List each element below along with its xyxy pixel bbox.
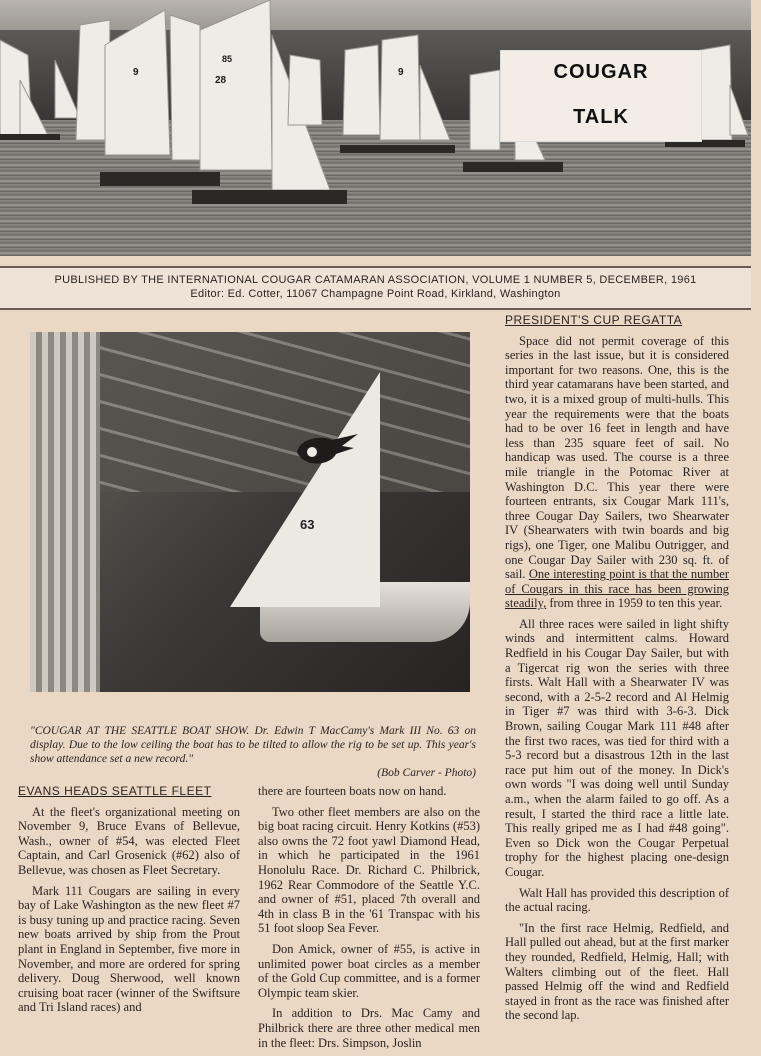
underlined-text: One interesting point is that the number of Cougars in this race has been growing steadily, [505, 567, 730, 611]
masthead-box [500, 50, 702, 142]
publication-line: PUBLISHED BY THE INTERNATIONAL COUGAR CATAMARAN ASSOCIATION, VOLUME 1 NUMBER 5, DECEMBER, 1961 [54, 274, 697, 286]
header-photo [0, 0, 751, 256]
photo-credit: (Bob Carver - Photo) [377, 767, 476, 779]
article-paragraph: In addition to Drs. Mac Camy and Philbrick there are three other medical men in the fleet: Drs. Simpson, Joslin [258, 1006, 480, 1050]
photo-caption [30, 724, 476, 780]
paragraph-text: Space did not permit coverage of this series in the last issue, but it is considered important for two reasons. One, this is the third year catamarans have been started, and two, it is a mixed group of multi-hulls. This year the requirements were that the boats had to be over 16 feet in length and have less than 235 square feet of sail. No handicap was used. The course is a three mile triangle in the Potomac River at Washington D.C. This year there were fourteen entrants, six Cougar Mark 111's, three Cougar Day Sailers, two Shearwater IV (Shearwaters with twin boards and big rigs), one Tiger, one Malibu Outrigger, and one Cougar Day Sailer with 230 sq. ft. of sail. [505, 333, 729, 582]
svg-text:9: 9 [133, 67, 139, 78]
article-paragraph: there are fourteen boats now on hand. [258, 784, 447, 798]
wall-panel [30, 332, 100, 692]
masthead-line1: COUGAR [553, 61, 649, 83]
article-paragraph: At the fleet's organizational meeting on November 9, Bruce Evans of Bellevue, Wash., owner of #54, was elected Fleet Captain, and Carl Grosenick (#62) also of Bellevue, was chosen as Fleet Secretary. [18, 804, 240, 877]
article-heading: PRESIDENT'S CUP REGATTA [505, 313, 683, 327]
presidents-cup-article [505, 313, 729, 1029]
editor-line: Editor: Ed. Cotter, 11067 Champagne Point Road, Kirkland, Washington [190, 288, 561, 300]
publication-banner [0, 266, 751, 310]
article-paragraph [505, 334, 729, 611]
sail-number: 63 [300, 517, 315, 532]
article-paragraph: "In the first race Helmig, Redfield, and Hall pulled out ahead, but at the first marker they rounded, Redfield, Helmig, Hall; with Walters climbing out of the fleet. Hall passed Helmig off the wind and Redfield stayed in front as the race was finished after the second lap. [505, 920, 729, 1023]
article-paragraph: Walt Hall has provided this description of the actual racing. [505, 885, 729, 915]
svg-text:85: 85 [222, 54, 233, 64]
caption-text: "COUGAR AT THE SEATTLE BOAT SHOW. Dr. Edwin T MacCamy's Mark III No. 63 on display. Due to the low ceiling the boat has to be tilted to allow the rig to be set up. This year's show attendance set a new record." [30, 725, 476, 765]
masthead-line2: TALK [573, 106, 629, 128]
cougar-emblem-icon [292, 430, 362, 470]
evans-article-continued [258, 784, 480, 1056]
boat-show-photo [30, 332, 470, 692]
svg-text:9: 9 [398, 67, 404, 78]
paragraph-text: from three in 1959 to ten this year. [549, 596, 723, 611]
svg-text:28: 28 [215, 75, 227, 86]
article-paragraph: Don Amick, owner of #55, is active in unlimited power boat circles as a member of the Gold Cup committee, and is a former Olympic team skier. [258, 941, 480, 1000]
sail [230, 372, 380, 607]
article-heading: EVANS HEADS SEATTLE FLEET [18, 784, 212, 798]
article-paragraph: Two other fleet members are also on the big boat racing circuit. Henry Kotkins (#53) also owns the 72 foot yawl Diamond Head, in which he participated in the 1961 Honolulu Race. Dr. Richard C. Philbrick, 1962 Rear Commodore of the Seattle Y.C. and owner of #51, placed 7th overall and 4th in class B in the '61 Transpac with his 51 foot sloop Sea Fever. [258, 804, 480, 936]
article-paragraph: Mark 111 Cougars are sailing in every bay of Lake Washington as the new fleet #7 is busy tuning up and practice racing. Seven new boats arrived by ship from the Prout plant in England in September, five more in November, and more are ordered for spring delivery. Doug Sherwood, well known cruising boat racer (winner of the Swiftsure and Tri Island races) and [18, 883, 240, 1015]
evans-article [18, 784, 240, 1021]
article-paragraph: All three races were sailed in light shifty winds and intermittent calms. Howard Redfield in his Cougar Day Sailer, but with a Tigercat rig won the series with three firsts. Walt Hall with a Shearwater IV was second, with a 2-5-2 record and Al Helmig in Tiger #7 was third with 3-6-3. Dick Brown, sailing Cougar Mark 111 #48 after the first two races, was tied for third with a 5-3 record but a disastrous 12th in the last race put him out of the money. In Dick's own words "I was doing well until Sunday a.m., when the alarm failed to go off. As a result, I started the third race a little late. This really griped me as I had #48 going". Even so Dick won the Cougar Perpetual trophy for the highest placing one-design Cougar. [505, 616, 729, 879]
